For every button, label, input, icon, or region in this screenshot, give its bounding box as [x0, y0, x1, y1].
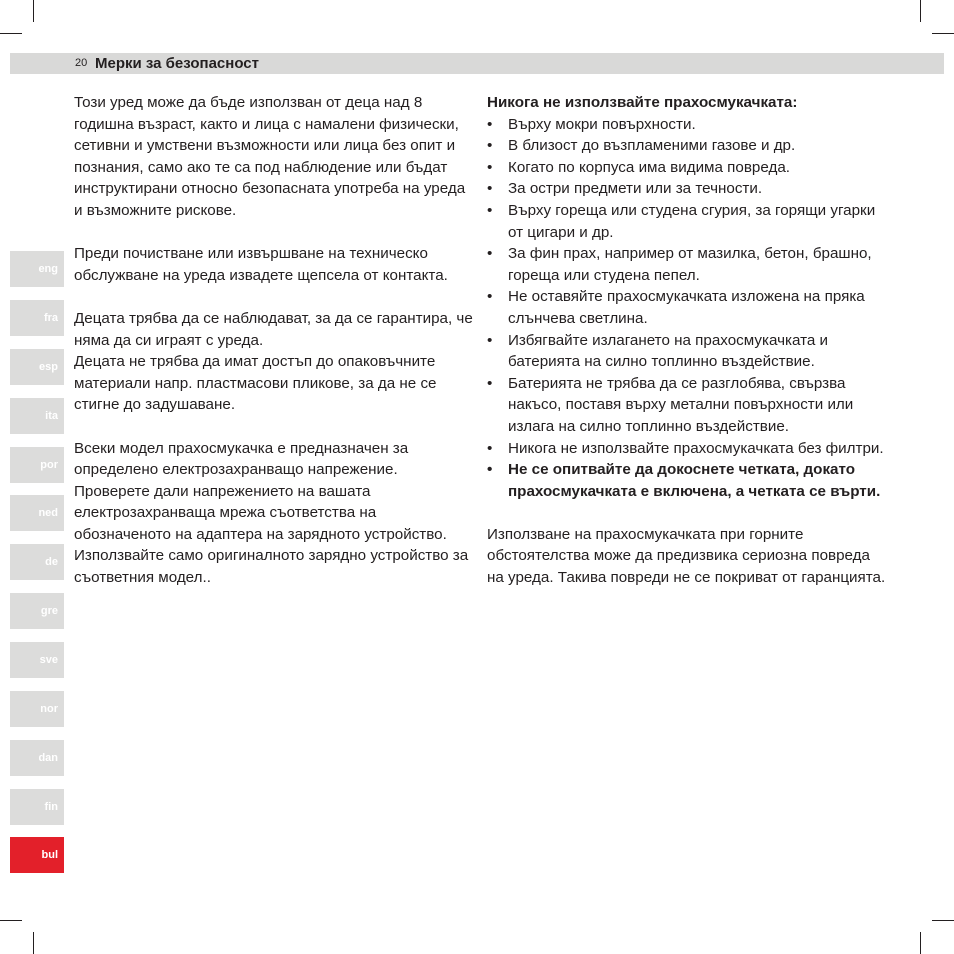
paragraph-packaging: Децата не трябва да имат достъп до опаковъчните материали напр. пластмасови пликове, за да не се стигне до задушаване. [74, 353, 437, 414]
list-item: • Никога не използвайте прахосмукачката без филтри. [487, 438, 887, 460]
bullet-icon: • [487, 201, 493, 219]
warnings-heading: Никога не използвайте прахосмукачката: [487, 94, 798, 111]
list-item: • Върху мокри повърхности. [487, 114, 887, 136]
bullet-icon: • [487, 137, 493, 155]
lang-tab-bul[interactable]: bul [10, 837, 64, 873]
list-item: • Когато по корпуса има видима повреда. [487, 157, 887, 179]
bullet-icon: • [487, 461, 493, 479]
bullet-icon: • [487, 288, 493, 306]
crop-mark [33, 0, 34, 22]
list-item: • Избягвайте излагането на прахосмукачката и батерията на силно топлинно въздействие. [487, 331, 829, 371]
bullet-icon: • [487, 158, 493, 176]
paragraph-voltage: Всеки модел прахосмукачка е предназначен за определено електрозахранващо напрежение. Проверете дали напрежението на вашата електрозахранваща мрежа съответства на обозначеното на адаптера на зарядното устройство. Използвайте само оригиналното зарядно устройство за съответния модел.. [74, 439, 469, 587]
list-item: • За фин прах, например от мазилка, бетон, брашно, гореща или студена пепел. [487, 245, 872, 284]
list-item: • Батерията не трябва да се разглобява, свързва накъсо, поставя върху метални повърхности или излага на силно топлинно въздействие. [487, 374, 854, 435]
bullet-icon: • [487, 115, 493, 133]
lang-tab-por[interactable]: por [10, 447, 64, 483]
crop-mark [920, 932, 921, 954]
bullet-icon: • [487, 374, 493, 392]
list-item: • За остри предмети или за течности. [487, 178, 887, 200]
paragraph-unplug: Преди почистване или извършване на техническо обслужване на уреда извадете щепсела от контакта. [74, 245, 448, 284]
left-column [74, 92, 474, 610]
bullet-icon: • [487, 439, 493, 457]
paragraph-children-usage: Този уред може да бъде използван от деца над 8 годишна възраст, както и лица с намалени физически, сетивни и умствени възможности или лица без опит и познания, само ако те са под наблюдение или бъдат инструктирани относно безопасната употреба на уреда и възможните рискове. [74, 94, 466, 219]
bullet-icon: • [487, 331, 493, 349]
lang-tab-de[interactable]: de [10, 544, 64, 580]
list-item-emphasis: • Не се опитвайте да докоснете четката, докато прахосмукачката е включена, а четката се върти. [487, 461, 881, 500]
crop-mark [932, 920, 954, 921]
lang-tab-ned[interactable]: ned [10, 495, 64, 531]
paragraph-warranty: Използване на прахосмукачката при горните обстоятелства може да предизвика сериозна повреда на уреда. Такива повреди не се покриват от гаранцията. [487, 525, 886, 587]
lang-tab-gre[interactable]: gre [10, 593, 64, 629]
crop-mark [920, 0, 921, 22]
lang-tab-sve[interactable]: sve [10, 642, 64, 678]
lang-tab-ita[interactable]: ita [10, 398, 64, 434]
crop-mark [33, 932, 34, 954]
lang-tab-fra[interactable]: fra [10, 300, 64, 336]
list-item: • Върху гореща или студена сгурия, за горящи угарки от цигари и др. [487, 201, 876, 241]
lang-tab-nor[interactable]: nor [10, 691, 64, 727]
list-item: • В близост до възпламеними газове и др. [487, 135, 887, 157]
paragraph-supervise-children: Децата трябва да се наблюдават, за да се гарантира, че няма да си играят с уреда. [74, 309, 473, 349]
right-column [487, 92, 887, 610]
lang-tab-fin[interactable]: fin [10, 789, 64, 825]
bullet-icon: • [487, 245, 493, 263]
bullet-icon: • [487, 180, 493, 198]
crop-mark [0, 920, 22, 921]
lang-tab-esp[interactable]: esp [10, 349, 64, 385]
lang-tab-dan[interactable]: dan [10, 740, 64, 776]
crop-mark [932, 33, 954, 34]
crop-mark [0, 33, 22, 34]
page-number: 20 [75, 57, 88, 69]
list-item: • Не оставяйте прахосмукачката изложена на пряка слънчева светлина. [487, 288, 865, 327]
page-title: Мерки за безопасност [95, 55, 259, 72]
lang-tab-eng[interactable]: eng [10, 251, 64, 287]
warnings-list [487, 114, 887, 503]
